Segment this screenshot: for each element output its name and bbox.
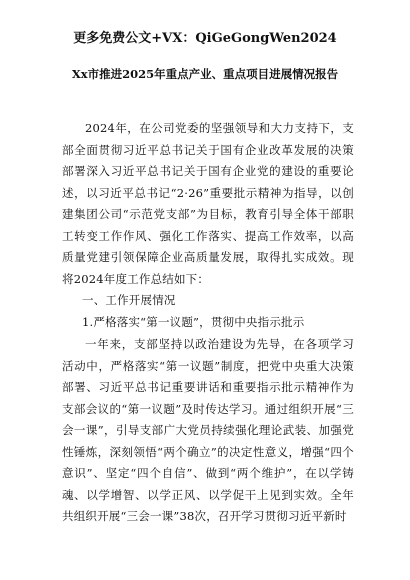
document-title: Xx市推进2025年重点产业、重点项目进展情况报告 [71,67,339,81]
body-paragraph [62,334,354,528]
intro-text: 2024年，在公司党委的坚强领导和大力支持下，支部全面贯彻习近平总书记关于国有企业改革发展的决策部署深入习近平总书记关于国有企业党的建设的重要论述，以习近平总书记“2·26”重要批示精神为指导，以创建集团公司“示范党支部”为目标，教育引导全体干部职工转变工作作风、强化工作落实、提高工作效率，以高质量党建引领保障企业高质量发展，取得扎实成效。现将2024年度工作总结如下： [62,121,354,286]
subsection-heading [82,312,354,334]
section-heading-text: 一、工作开展情况 [82,293,176,307]
watermark-text: 更多免费公文+VX：QiGeGongWen2024 [73,31,337,46]
section-heading [82,290,354,312]
subsection-heading-text: 1.严格落实“第一议题”，贯彻中央指示批示 [82,315,305,329]
intro-paragraph [62,118,354,290]
body-paragraph-text: 一年来，支部坚持以政治建设为先导，在各项学习活动中，严格落实“第一议题”制度，把党中央重大决策部署、习近平总书记重要讲话和重要指示批示精神作为支部会议的“第一议题”及时传达学习。通过组织开展“三会一课”，引导支部广大党员持续强化理论武装、加强党性锤炼，深刻领悟“两个确立”的决定性意义，增强“四个意识”、坚定“四个自信”、做到“两个维护”，在以学铸魂、以学增智、以学正风、以学促干上见到实效。全年共组织开展“三会一课”38次，召开学习贯彻习近平新时 [62,337,354,523]
